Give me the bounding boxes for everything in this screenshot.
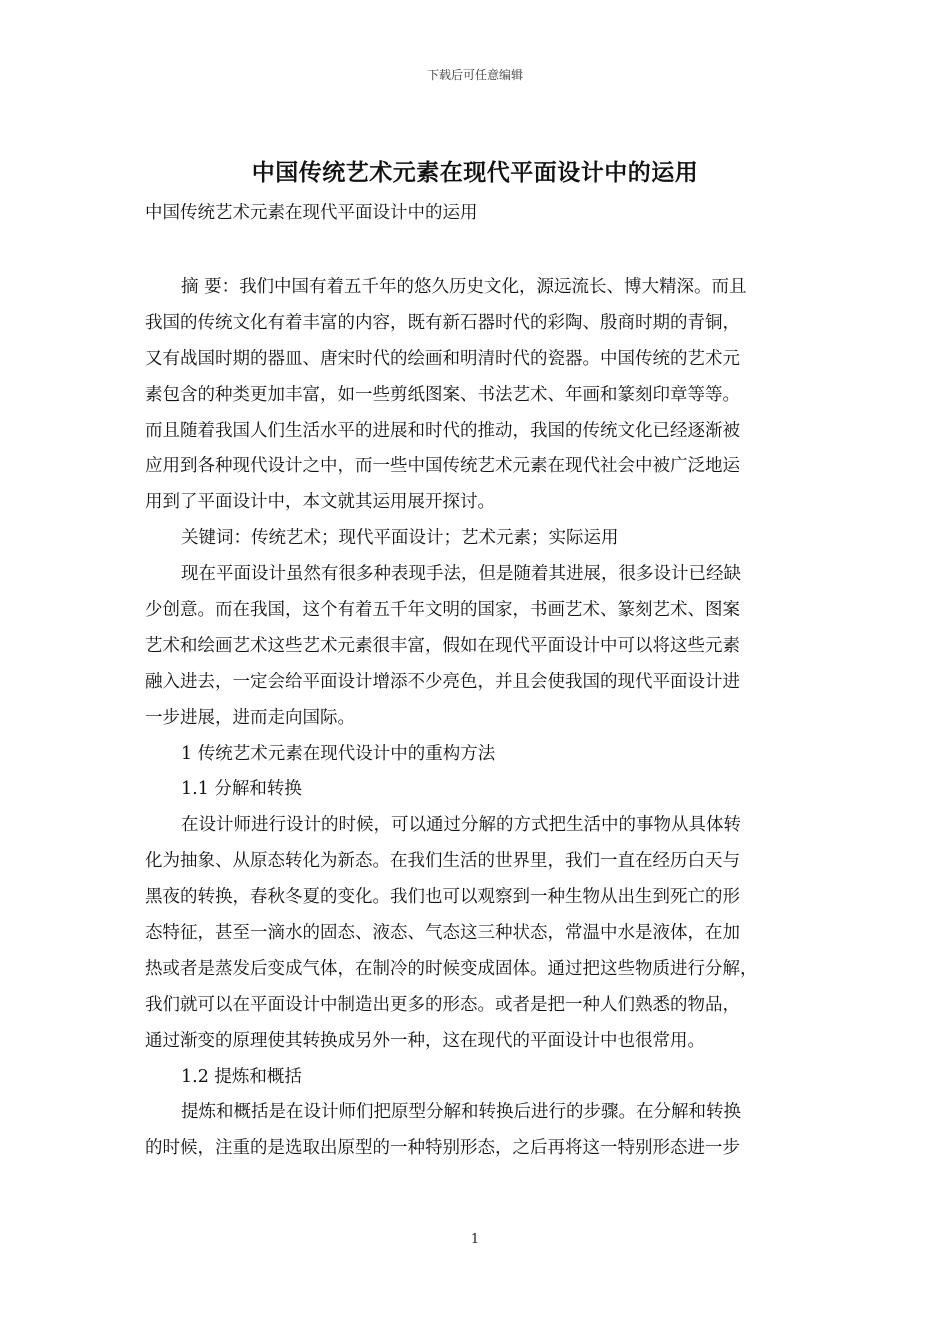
text-line: 少创意。而在我国，这个有着五千年文明的国家，书画艺术、篆刻艺术、图案 xyxy=(145,600,740,621)
document-subtitle: 中国传统艺术元素在现代平面设计中的运用 xyxy=(145,203,478,223)
text-line: 我们就可以在平面设计中制造出更多的形态。或者是把一种人们熟悉的物品， xyxy=(145,994,740,1015)
text-line: 一步进展，进而走向国际。 xyxy=(145,707,355,728)
text-line: 在设计师进行设计的时候，可以通过分解的方式把生活中的事物从具体转 xyxy=(181,815,741,836)
text-line: 的时候，注重的是选取出原型的一种特别形态，之后再将这一特别形态进一步 xyxy=(145,1138,740,1159)
text-line: 通过渐变的原理使其转换成另外一种，这在现代的平面设计中也很常用。 xyxy=(145,1030,705,1051)
text-line: 又有战国时期的器皿、唐宋时代的绘画和明清时代的瓷器。中国传统的艺术元 xyxy=(145,348,740,369)
text-line: 化为抽象、从原态转化为新态。在我们生活的世界里，我们一直在经历白天与 xyxy=(145,851,740,872)
text-line: 现在平面设计虽然有很多种表现手法，但是随着其进展，很多设计已经缺 xyxy=(181,564,741,585)
text-line: 态特征，甚至一滴水的固态、液态、气态这三种状态，常温中水是液体，在加 xyxy=(145,923,740,944)
text-line: 摘 要：我们中国有着五千年的悠久历史文化，源远流长、博大精深。而且 xyxy=(181,277,747,297)
text-line: 热或者是蒸发后变成气体，在制冷的时候变成固体。通过把这些物质进行分解， xyxy=(145,958,758,979)
text-line: 我国的传统文化有着丰富的内容，既有新石器时代的彩陶、殷商时期的青铜， xyxy=(145,312,740,333)
text-line: 应用到各种现代设计之中，而一些中国传统艺术元素在现代社会中被广泛地运 xyxy=(145,456,740,477)
page-number: 1 xyxy=(470,1232,480,1247)
page-header: 下载后可任意编辑 xyxy=(426,68,523,82)
body-text xyxy=(145,270,807,1167)
text-line: 1.2 提炼和概括 xyxy=(181,1066,302,1087)
text-line: 提炼和概括是在设计师们把原型分解和转换后进行的步骤。在分解和转换 xyxy=(181,1102,741,1123)
text-line: 关键词：传统艺术；现代平面设计；艺术元素；实际运用 xyxy=(181,528,619,549)
text-line: 而且随着我国人们生活水平的进展和时代的推动，我国的传统文化已经逐渐被 xyxy=(145,420,740,441)
text-line: 艺术和绘画艺术这些艺术元素很丰富，假如在现代平面设计中可以将这些元素 xyxy=(145,635,740,656)
text-line: 素包含的种类更加丰富，如一些剪纸图案、书法艺术、年画和篆刻印章等等。 xyxy=(145,384,740,405)
text-line: 用到了平面设计中，本文就其运用展开探讨。 xyxy=(145,492,495,513)
text-line: 融入进去，一定会给平面设计增添不少亮色，并且会使我国的现代平面设计进 xyxy=(145,671,740,692)
text-line: 1 传统艺术元素在现代设计中的重构方法 xyxy=(181,743,496,764)
text-line: 黑夜的转换，春秋冬夏的变化。我们也可以观察到一种生物从出生到死亡的形 xyxy=(145,887,740,908)
document-title: 中国传统艺术元素在现代平面设计中的运用 xyxy=(251,159,699,186)
text-line: 1.1 分解和转换 xyxy=(181,779,302,800)
